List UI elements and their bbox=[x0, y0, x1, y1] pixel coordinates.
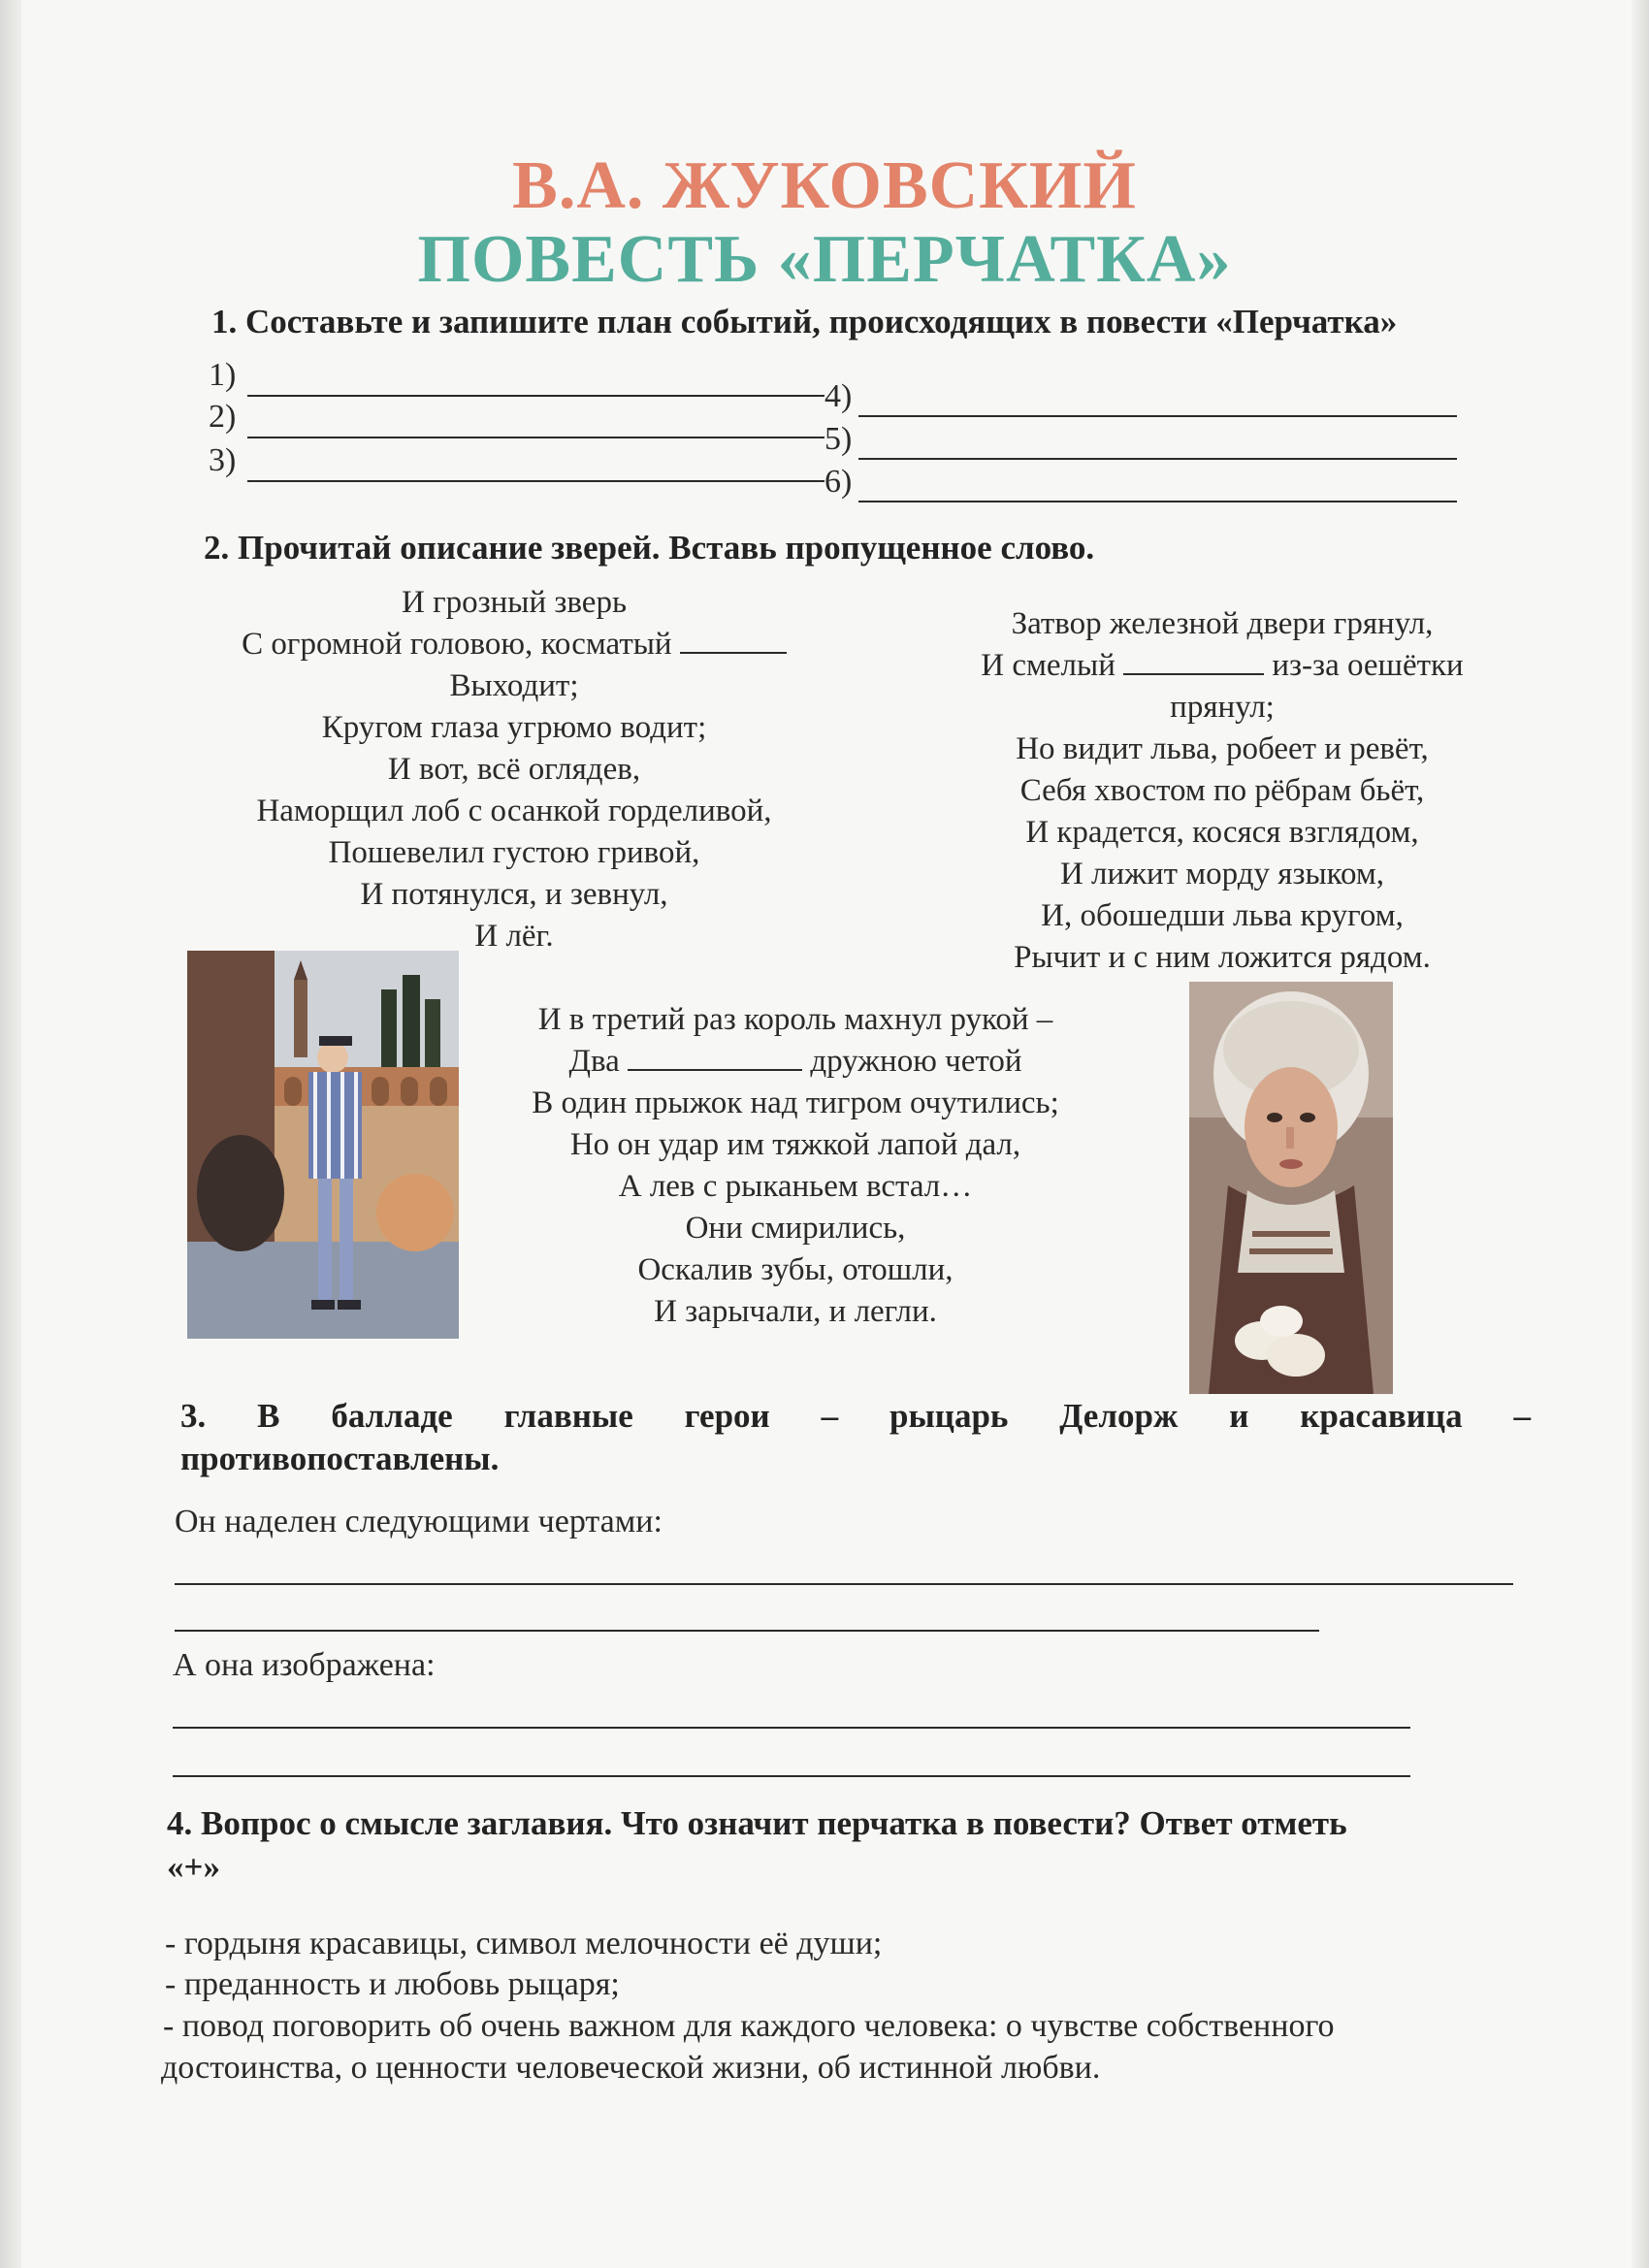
plan-item-2-label: 2) bbox=[209, 399, 237, 435]
she-portrayal-line-1[interactable] bbox=[173, 1727, 1410, 1729]
poem-lion-line-4: Кругом глаза угрюмо водит; bbox=[321, 710, 707, 745]
answer-option-2[interactable]: - преданность и любовь рыцаря; bbox=[165, 1966, 620, 2002]
answer-option-3-continued: достоинства, о ценности человеческой жизни, об истинной любви. bbox=[161, 2050, 1101, 2086]
poem-leopards-line-3: В один прыжок над тигром очутились; bbox=[532, 1085, 1059, 1120]
task4-heading-line2: «+» bbox=[167, 1848, 220, 1886]
poem-leopards-line-7: Оскалив зубы, отошли, bbox=[637, 1252, 954, 1287]
poem-tiger-line-4: Но видит льва, робеет и ревёт, bbox=[1016, 731, 1429, 766]
scan-left-edge bbox=[0, 0, 21, 2268]
poem-tiger-line-5: Себя хвостом по рёбрам бьёт, bbox=[1019, 773, 1425, 808]
plan-item-3-label: 3) bbox=[209, 442, 237, 478]
plan-item-5-line[interactable] bbox=[858, 458, 1457, 460]
poem-tiger-line-3: прянул; bbox=[1170, 690, 1275, 725]
he-traits-line-2[interactable] bbox=[175, 1630, 1319, 1632]
task3-heading-line1: 3. В балладе главные герои – рыцарь Делорж и красавица – bbox=[180, 1397, 1531, 1435]
poem-leopards-line-6: Они смирились, bbox=[685, 1211, 906, 1246]
poem-tiger-line-6: И крадется, косяся взглядом, bbox=[1025, 815, 1419, 850]
poem-leopards bbox=[504, 999, 1086, 1333]
poem-lion-line-8: И потянулся, и зевнул, bbox=[360, 877, 668, 912]
poem-lion bbox=[189, 582, 839, 957]
he-traits-label: Он наделен следующими чертами: bbox=[175, 1504, 663, 1539]
plan-item-6-label: 6) bbox=[824, 464, 853, 500]
poem-leopards-line-4: Но он удар им тяжкой лапой дал, bbox=[569, 1127, 1021, 1162]
plan-item-4-line[interactable] bbox=[858, 415, 1457, 417]
poem-leopards-line-8: И зарычали, и легли. bbox=[654, 1294, 937, 1329]
she-portrayal-label: А она изображена: bbox=[173, 1647, 436, 1683]
poem-tiger-line-2: И смелый из-за оешётки bbox=[981, 648, 1464, 683]
task4-heading-line1: 4. Вопрос о смысле заглавия. Что означит перчатка в повести? Ответ отметь bbox=[167, 1804, 1347, 1842]
missing-word-blank-lion[interactable] bbox=[680, 651, 787, 654]
poem-leopards-line-5: А лев с рыканьем встал… bbox=[618, 1169, 973, 1204]
plan-item-4-label: 4) bbox=[824, 378, 853, 414]
poem-leopards-line-1: И в третий раз король махнул рукой – bbox=[537, 1002, 1053, 1037]
poem-lion-line-7: Пошевелил густою гривой, bbox=[328, 835, 700, 870]
missing-word-blank-tiger[interactable] bbox=[1123, 672, 1264, 675]
task1-heading: 1. Составьте и запишите план событий, происходящих в повести «Перчатка» bbox=[211, 303, 1398, 340]
knight-illustration bbox=[187, 951, 459, 1339]
poem-tiger-line-7: И лижит морду языком, bbox=[1059, 857, 1385, 891]
lady-illustration bbox=[1189, 982, 1393, 1394]
poem-lion-line-9: И лёг. bbox=[474, 919, 554, 954]
plan-item-3-line[interactable] bbox=[247, 480, 824, 482]
poem-tiger-line-9: Рычит и с ним ложится рядом. bbox=[1014, 940, 1431, 975]
she-portrayal-line-2[interactable] bbox=[173, 1775, 1410, 1777]
task3-heading-line2: противопоставлены. bbox=[180, 1440, 500, 1477]
work-title: ПОВЕСТЬ «ПЕРЧАТКА» bbox=[417, 222, 1232, 297]
answer-option-1[interactable]: - гордыня красавицы, символ мелочности её души; bbox=[165, 1926, 883, 1961]
knight-illustration-svg bbox=[187, 951, 459, 1339]
scan-right-edge bbox=[1632, 0, 1649, 2268]
poem-lion-line-3: Выходит; bbox=[449, 668, 579, 703]
poem-lion-line-1: И грозный зверь bbox=[401, 585, 627, 620]
he-traits-line-1[interactable] bbox=[175, 1583, 1513, 1585]
plan-item-6-line[interactable] bbox=[858, 501, 1457, 502]
task2-heading: 2. Прочитай описание зверей. Вставь пропущенное слово. bbox=[204, 529, 1095, 567]
poem-leopards-line-2: Два дружною четой bbox=[568, 1044, 1022, 1079]
poem-lion-line-2: С огромной головою, косматый bbox=[189, 624, 839, 665]
plan-item-1-label: 1) bbox=[209, 357, 237, 393]
poem-tiger bbox=[922, 603, 1523, 979]
author-title: В.А. ЖУКОВСКИЙ bbox=[512, 148, 1137, 223]
plan-item-1-line[interactable] bbox=[247, 395, 824, 397]
plan-item-2-line[interactable] bbox=[247, 437, 824, 438]
missing-word-blank-leopards[interactable] bbox=[628, 1068, 802, 1071]
poem-lion-line-5: И вот, всё оглядев, bbox=[387, 752, 641, 787]
poem-tiger-line-1: Затвор железной двери грянул, bbox=[1011, 606, 1434, 641]
poem-tiger-line-8: И, обошедши льва кругом, bbox=[1041, 898, 1404, 933]
poem-lion-line-6: Наморщил лоб с осанкой горделивой, bbox=[256, 794, 772, 828]
lady-illustration-svg bbox=[1189, 982, 1393, 1394]
plan-item-5-label: 5) bbox=[824, 421, 853, 457]
answer-option-3[interactable]: - повод поговорить об очень важном для каждого человека: о чувстве собственного bbox=[163, 2008, 1335, 2044]
